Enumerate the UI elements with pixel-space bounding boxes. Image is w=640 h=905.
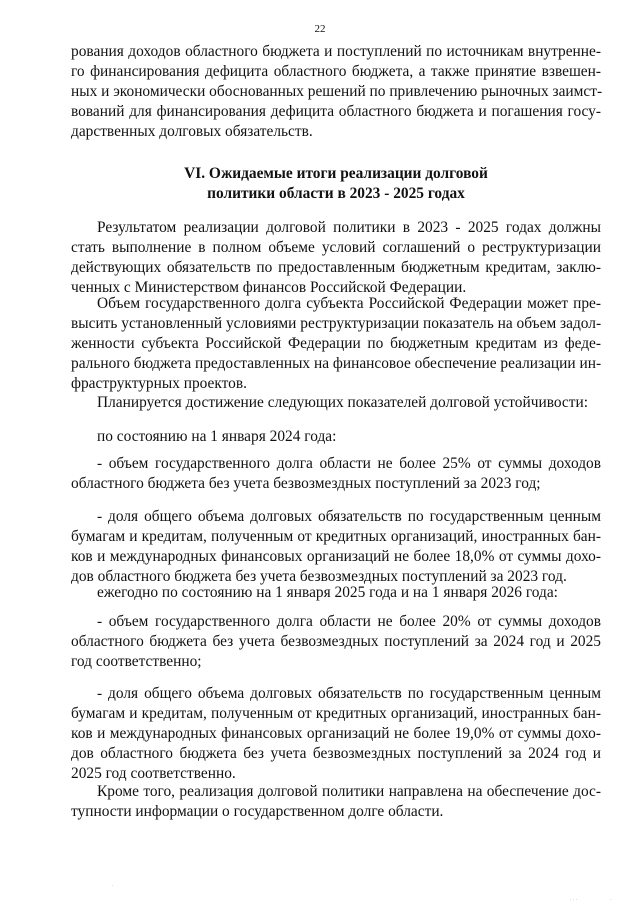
heading-line: политики области в 2023 - 2025 годах bbox=[207, 185, 465, 202]
text-line: рования доходов областного бюджета и поступлений по источникам внутренне- bbox=[71, 43, 601, 60]
indicator-item-2 bbox=[71, 507, 601, 587]
text-line: Кроме того, реализация долговой политики направлена на обеспечение дос- bbox=[97, 783, 601, 800]
text-line: фраструктурных проектов. bbox=[71, 375, 247, 392]
text-line: Результатом реализации долговой политики в 2023 - 2025 годах должны bbox=[97, 219, 601, 236]
indicator-item-4 bbox=[71, 684, 601, 784]
text-line: ков и международных финансовых организаций не более 18,0% от суммы дохо- bbox=[71, 548, 601, 565]
text-line: по состоянию на 1 января 2024 года: bbox=[97, 428, 337, 445]
text-line: ченных с Министерством финансов Российской Федерации. bbox=[71, 279, 467, 296]
text-line: дов областного бюджета без учета безвозмездных поступлений за 2023 год. bbox=[71, 568, 567, 585]
text-line: дарственных долговых обязательств. bbox=[71, 123, 313, 140]
text-line: го финансирования дефицита областного бюджета, а также принятие взвешен- bbox=[71, 63, 601, 80]
text-line: - объем государственного долга области не более 25% от суммы доходов bbox=[97, 455, 601, 472]
text-line: действующих обязательств по предоставленным бюджетным кредитам, заклю- bbox=[71, 259, 601, 276]
text-line: рального бюджета предоставленных на финансовое обеспечение реализации ин- bbox=[71, 355, 602, 372]
text-line: стать выполнение в полном объеме условий соглашений о реструктуризации bbox=[71, 239, 601, 256]
indicator-item-3 bbox=[71, 612, 601, 672]
text-line: дов областного бюджета без учета безвозмездных поступлений за 2024 год и bbox=[71, 745, 601, 762]
text-line: Планируется достижение следующих показателей долговой устойчивости: bbox=[97, 394, 589, 411]
text-line: ков и международных финансовых организаций не более 19,0% от суммы дохо- bbox=[71, 725, 601, 742]
annually-paragraph bbox=[71, 583, 601, 603]
text-line: бумагам и кредитам, полученным от кредитных организаций, иностранных бан- bbox=[71, 705, 601, 722]
text-line: областного бюджета без учета безвозмездных поступлений за 2024 год и 2025 bbox=[71, 633, 601, 650]
heading-line: VI. Ожидаемые итоги реализации долговой bbox=[184, 165, 488, 182]
plan-paragraph bbox=[71, 393, 601, 413]
text-line: 2025 год соответственно. bbox=[71, 765, 236, 782]
text-line: женности субъекта Российской Федерации по бюджетным кредитам из феде- bbox=[71, 335, 601, 352]
text-line: бумагам и кредитам, полученным от кредитных организаций, иностранных бан- bbox=[71, 528, 601, 545]
text-line: Объем государственного долга субъекта Российской Федерации может пре- bbox=[97, 295, 601, 312]
scan-speck: · · · bbox=[570, 898, 578, 903]
text-line: ежегодно по состоянию на 1 января 2025 года и на 1 января 2026 года: bbox=[97, 584, 558, 601]
text-line: - доля общего объема долговых обязательств по государственным ценным bbox=[97, 685, 601, 702]
text-line: тупности информации о государственном долге области. bbox=[71, 803, 444, 820]
debt-volume-paragraph bbox=[71, 294, 601, 394]
result-paragraph bbox=[71, 218, 601, 298]
text-line: - доля общего объема долговых обязательств по государственным ценным bbox=[97, 508, 601, 525]
scan-speck: · bbox=[112, 884, 114, 889]
intro-paragraph bbox=[71, 42, 601, 142]
scan-speck: · bbox=[610, 898, 612, 903]
page-number: 22 bbox=[314, 23, 326, 35]
text-line: областного бюджета без учета безвозмездных поступлений за 2023 год; bbox=[71, 475, 541, 492]
as-of-2024-paragraph bbox=[71, 427, 601, 447]
text-line: вований для финансирования дефицита областного бюджета и погашения госу- bbox=[71, 103, 601, 120]
text-line: ных и экономически обоснованных решений по привлечению рыночных заимст- bbox=[71, 83, 603, 100]
closing-paragraph bbox=[71, 782, 601, 822]
section-heading bbox=[71, 164, 601, 204]
text-line: - объем государственного долга области не более 20% от суммы доходов bbox=[97, 613, 601, 630]
text-line: высить установленный условиями реструктуризации показатель на объем задол- bbox=[71, 315, 602, 332]
text-line: год соответственно; bbox=[71, 653, 202, 670]
indicator-item-1 bbox=[71, 454, 601, 494]
